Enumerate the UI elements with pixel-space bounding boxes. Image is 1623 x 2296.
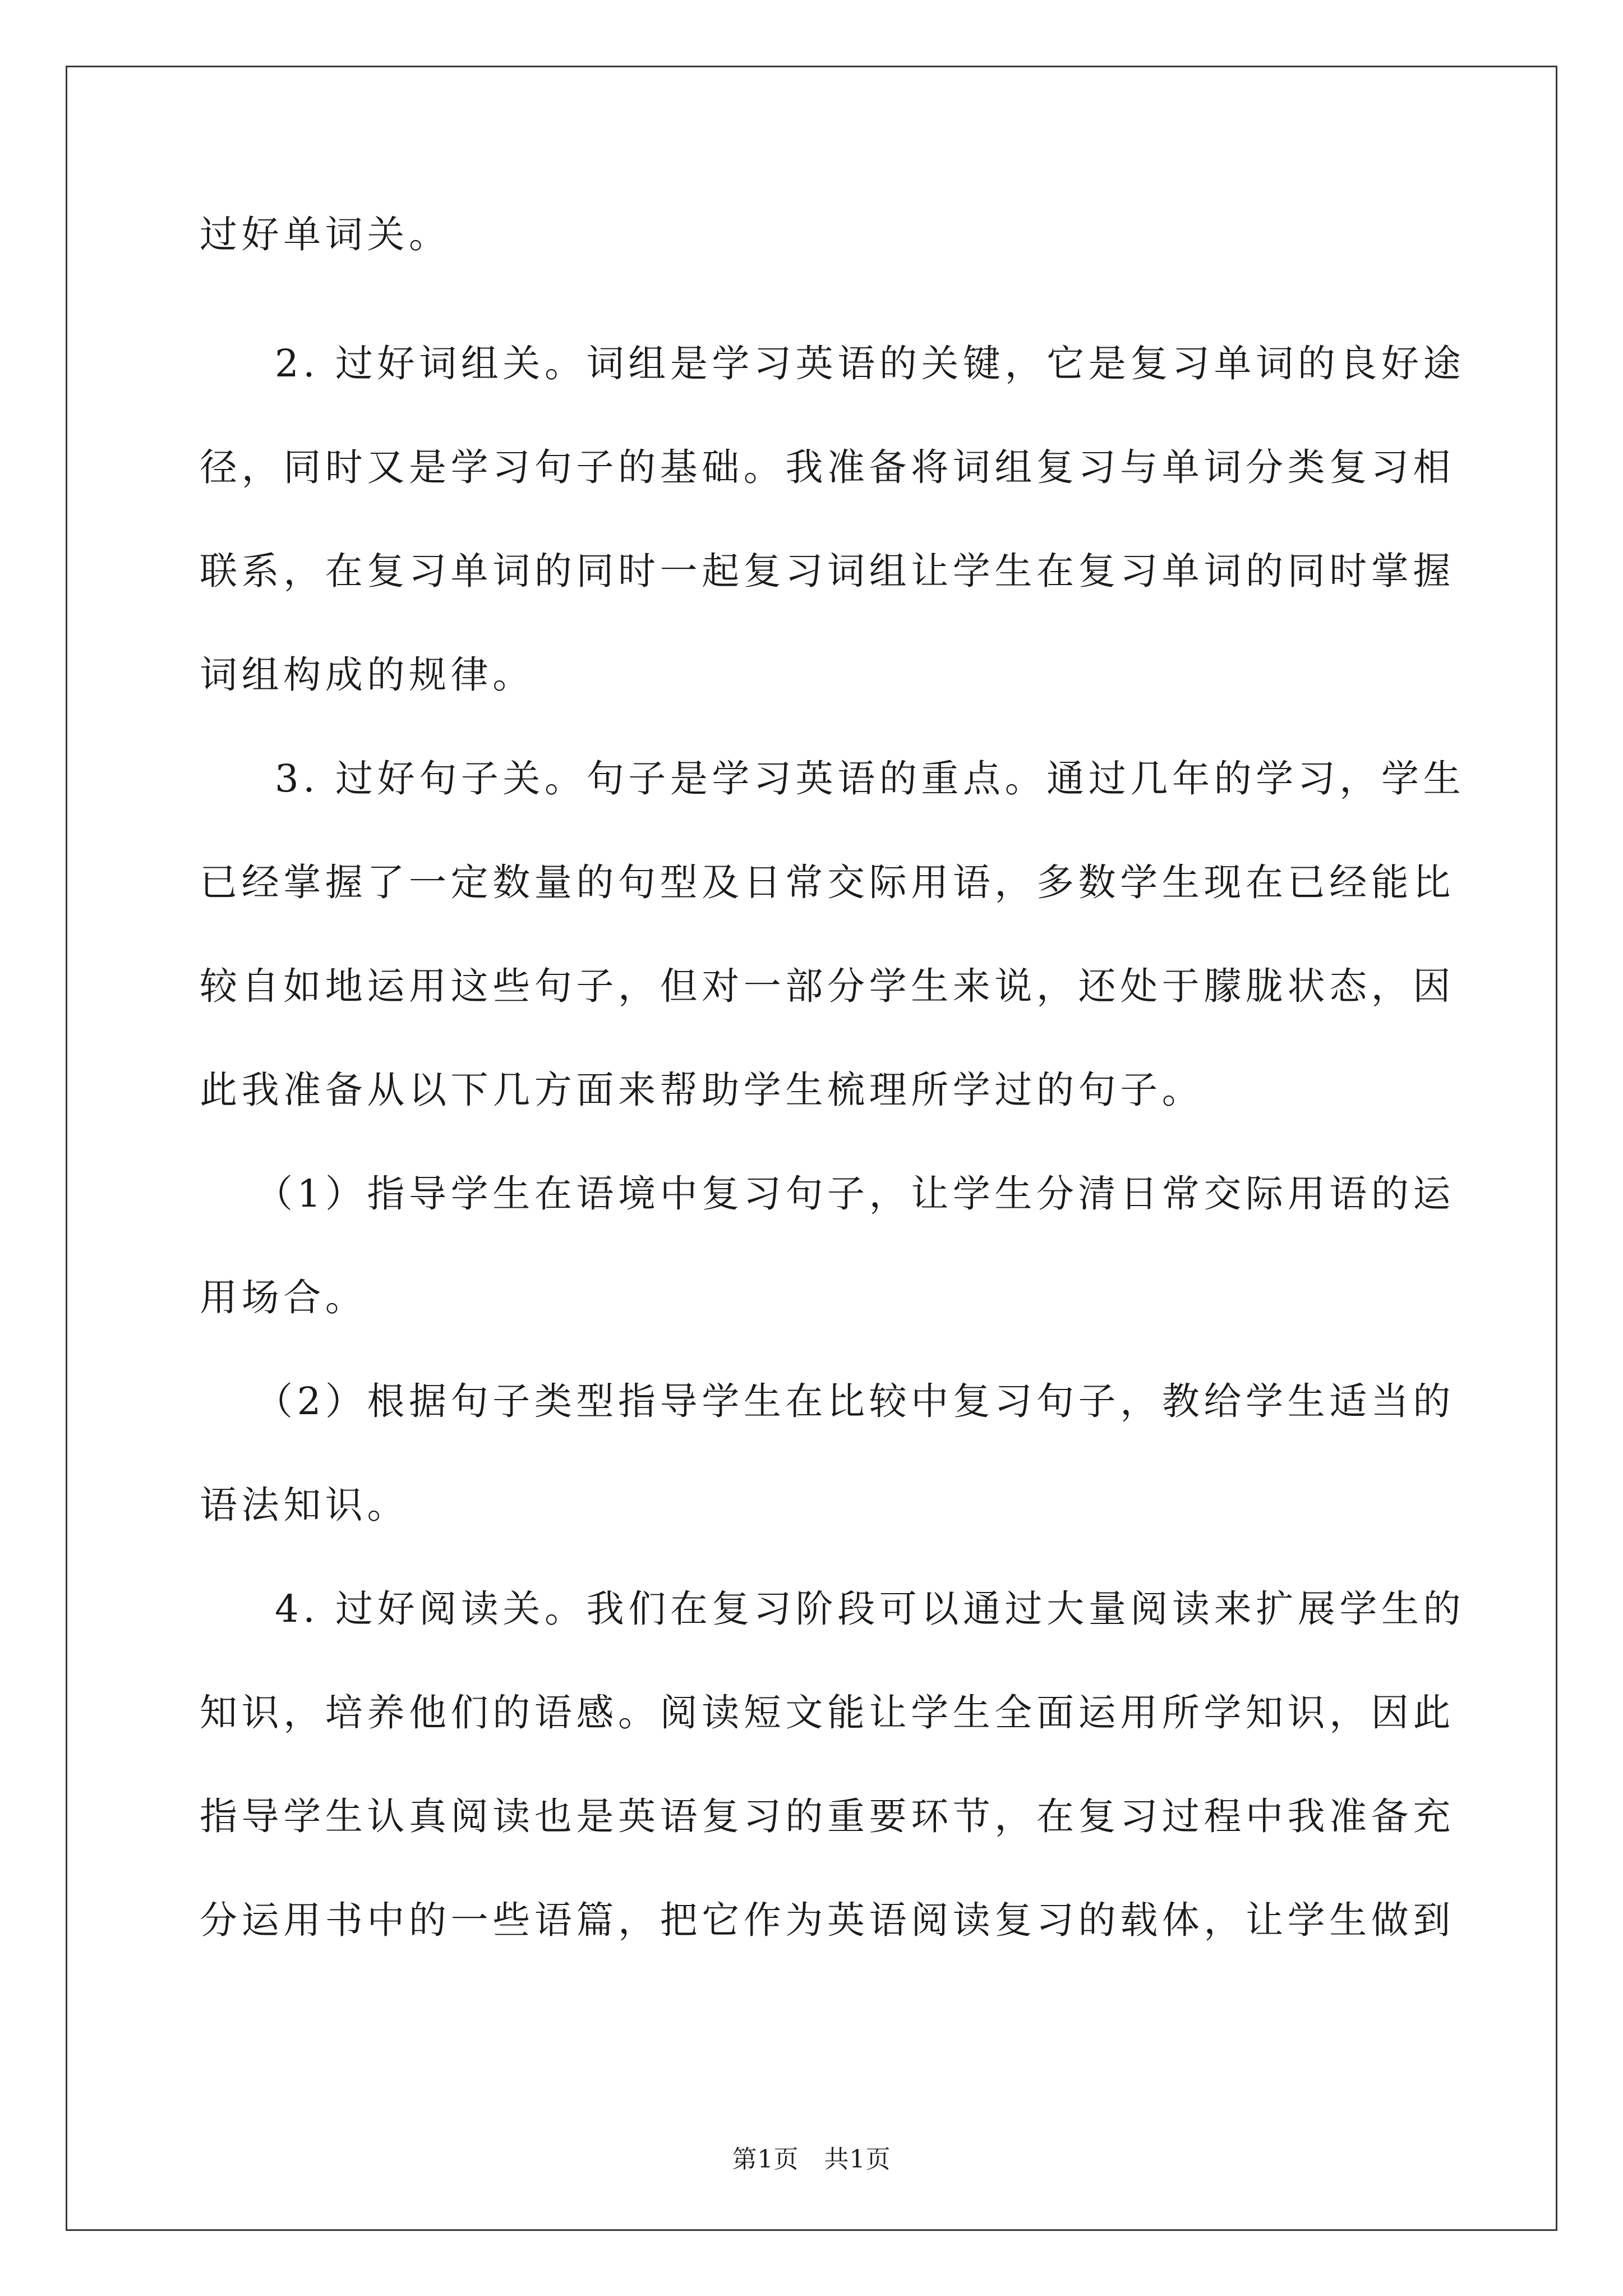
- text-line: 3. 过好句子关。句子是学习英语的重点。通过几年的学习，学生: [275, 757, 1465, 800]
- text-line: 4. 过好阅读关。我们在复习阶段可以通过大量阅读来扩展学生的: [275, 1587, 1465, 1631]
- text-line: 分运用书中的一些语篇，把它作为英语阅读复习的载体，让学生做到: [200, 1898, 1455, 1942]
- text-line: 已经掌握了一定数量的句型及日常交际用语，多数学生现在已经能比: [200, 861, 1455, 904]
- text-line: 指导学生认真阅读也是英语复习的重要环节，在复习过程中我准备充: [200, 1795, 1455, 1838]
- page-number-footer: 第1页 共1页: [732, 2145, 891, 2174]
- text-line: 知识，培养他们的语感。阅读短文能让学生全面运用所学知识，因此: [200, 1691, 1455, 1734]
- text-line: 较自如地运用这些句子，但对一部分学生来说，还处于朦胧状态，因: [200, 964, 1455, 1008]
- text-line: 词组构成的规律。: [200, 653, 534, 697]
- text-line: 此我准备从以下几方面来帮助学生梳理所学过的句子。: [200, 1068, 1204, 1112]
- text-line: 径，同时又是学习句子的基础。我准备将词组复习与单词分类复习相: [200, 445, 1455, 489]
- text-line: 过好单词关。: [200, 213, 451, 256]
- text-line: 2. 过好词组关。词组是学习英语的关键，它是复习单词的良好途: [275, 342, 1465, 385]
- text-line: （1）指导学生在语境中复习句子，让学生分清日常交际用语的运: [255, 1172, 1455, 1216]
- text-line: 联系，在复习单词的同时一起复习词组让学生在复习单词的同时掌握: [200, 549, 1455, 593]
- text-line: 用场合。: [200, 1276, 367, 1319]
- text-line: 语法知识。: [200, 1483, 409, 1527]
- text-line: （2）根据句子类型指导学生在比较中复习句子，教给学生适当的: [255, 1379, 1455, 1423]
